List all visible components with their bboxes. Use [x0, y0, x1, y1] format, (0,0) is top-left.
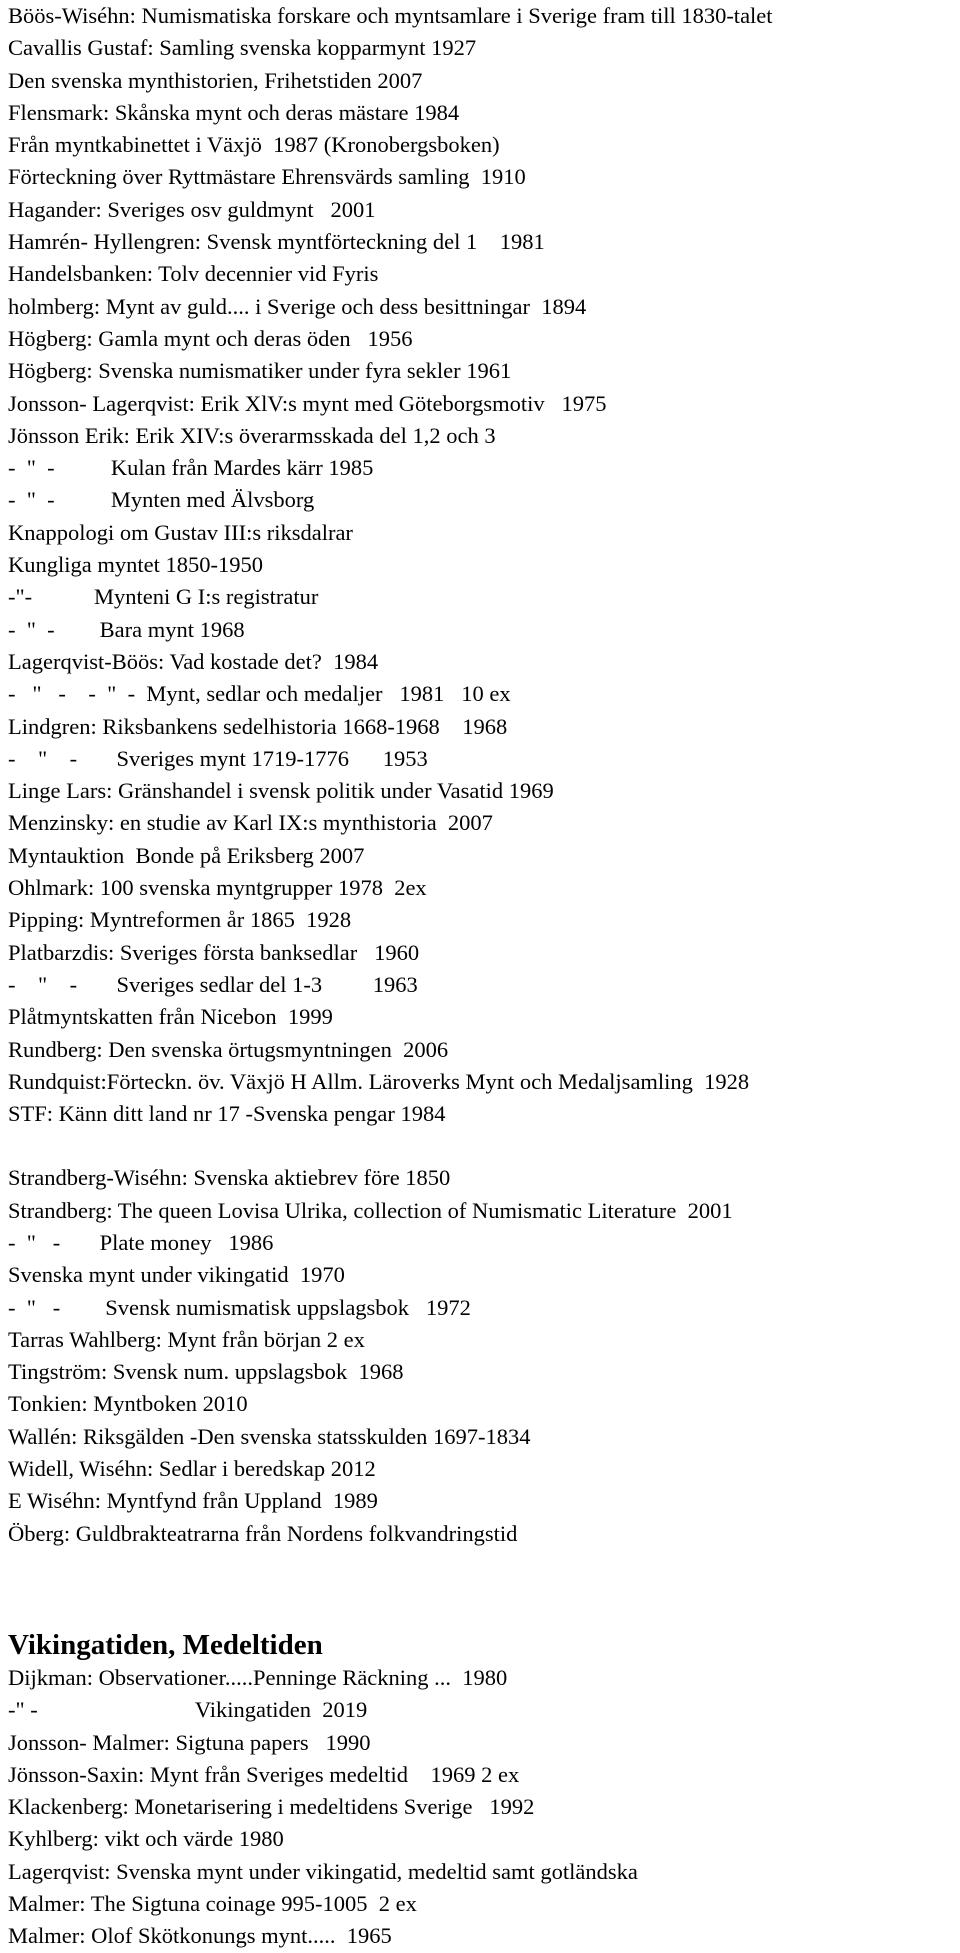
- book-entry: - " - Sveriges mynt 1719-1776 1953: [8, 745, 428, 771]
- book-entry: Malmer: The Sigtuna coinage 995-1005 2 ex: [8, 1891, 417, 1917]
- book-entry: Flensmark: Skånska mynt och deras mästare 1984: [8, 99, 460, 125]
- book-entry: holmberg: Mynt av guld.... i Sverige och dess besittningar 1894: [8, 293, 587, 319]
- book-entry: Tingström: Svensk num. uppslagsbok 1968: [8, 1359, 404, 1385]
- book-entry: Dijkman: Observationer.....Penninge Räckning ... 1980: [8, 1664, 508, 1690]
- book-entry: Högberg: Svenska numismatiker under fyra sekler 1961: [8, 358, 512, 384]
- book-entry: - " - Svensk numismatisk uppslagsbok 1972: [8, 1294, 471, 1320]
- book-entry: Böös-Wiséhn: Numismatiska forskare och myntsamlare i Sverige fram till 1830-talet: [8, 3, 773, 28]
- book-entry: Lagerqvist: Svenska mynt under vikingatid, medeltid samt gotländska: [8, 1858, 638, 1884]
- book-entry: Malmer: Olof Skötkonungs mynt..... 1965: [8, 1923, 392, 1949]
- book-entry: - " - Mynten med Älvsborg: [8, 487, 315, 513]
- book-entry: - " - Sveriges sedlar del 1-3 1963: [8, 971, 418, 997]
- book-entry: Plåtmyntskatten från Nicebon 1999: [8, 1004, 333, 1030]
- book-entry: E Wiséhn: Myntfynd från Uppland 1989: [8, 1488, 378, 1514]
- book-entry: Den svenska mynthistorien, Frihetstiden 2007: [8, 67, 423, 93]
- book-entry: Högberg: Gamla mynt och deras öden 1956: [8, 325, 413, 351]
- book-entry: Kungliga myntet 1850-1950: [8, 552, 263, 578]
- book-list: [8, 0, 956, 1130]
- book-entry: Lindgren: Riksbankens sedelhistoria 1668-1968 1968: [8, 713, 508, 739]
- book-entry: - " - Bara mynt 1968: [8, 616, 245, 642]
- book-entry: Tonkien: Myntboken 2010: [8, 1391, 248, 1417]
- book-entry: Widell, Wiséhn: Sedlar i beredskap 2012: [8, 1456, 376, 1482]
- section-book-list: [8, 1662, 956, 1953]
- book-entry: Jönsson-Saxin: Mynt från Sveriges medeltid 1969 2 ex: [8, 1761, 520, 1787]
- book-entry: Kyhlberg: vikt och värde 1980: [8, 1826, 284, 1852]
- book-entry: Tarras Wahlberg: Mynt från början 2 ex: [8, 1326, 365, 1352]
- book-entry: Från myntkabinettet i Växjö 1987 (Kronobergsboken): [8, 132, 500, 158]
- book-entry: Rundberg: Den svenska örtugsmyntningen 2006: [8, 1036, 449, 1062]
- book-entry: Rundquist:Förteckn. öv. Växjö H Allm. Läroverks Mynt och Medaljsamling 1928: [8, 1068, 750, 1094]
- blank-line: [8, 1550, 956, 1628]
- book-list: [8, 1162, 956, 1550]
- book-entry: -" - Vikingatiden 2019: [8, 1697, 368, 1723]
- document-page: [8, 0, 956, 1953]
- book-entry: Svenska mynt under vikingatid 1970: [8, 1262, 345, 1288]
- book-entry: Klackenberg: Monetarisering i medeltidens Sverige 1992: [8, 1794, 535, 1820]
- book-entry: Pipping: Myntreformen år 1865 1928: [8, 907, 352, 933]
- book-entry: Öberg: Guldbrakteatrarna från Nordens folkvandringstid: [8, 1520, 518, 1546]
- book-entry: Jonsson- Malmer: Sigtuna papers 1990: [8, 1729, 371, 1755]
- book-entry: -"- Mynteni G I:s registratur: [8, 584, 319, 610]
- book-entry: Hagander: Sveriges osv guldmynt 2001: [8, 196, 376, 222]
- book-entry: - " - Kulan från Mardes kärr 1985: [8, 455, 374, 481]
- book-entry: Jonsson- Lagerqvist: Erik XlV:s mynt med Göteborgsmotiv 1975: [8, 390, 607, 416]
- book-entry: Myntauktion Bonde på Eriksberg 2007: [8, 842, 365, 868]
- book-entry: Handelsbanken: Tolv decennier vid Fyris: [8, 261, 379, 287]
- book-entry: Ohlmark: 100 svenska myntgrupper 1978 2ex: [8, 875, 427, 901]
- book-entry: Cavallis Gustaf: Samling svenska kopparmynt 1927: [8, 35, 477, 61]
- book-entry: Wallén: Riksgälden -Den svenska statsskulden 1697-1834: [8, 1423, 531, 1449]
- book-entry: Strandberg: The queen Lovisa Ulrika, collection of Numismatic Literature 2001: [8, 1197, 733, 1223]
- book-entry: Jönsson Erik: Erik XIV:s överarmsskada del 1,2 och 3: [8, 422, 496, 448]
- book-entry: - " - - " - Mynt, sedlar och medaljer 1981 10 ex: [8, 681, 511, 707]
- book-entry: Hamrén- Hyllengren: Svensk myntförteckning del 1 1981: [8, 229, 545, 255]
- book-entry: Menzinsky: en studie av Karl IX:s mynthistoria 2007: [8, 810, 493, 836]
- blank-line: [8, 1130, 956, 1162]
- book-entry: Lagerqvist-Böös: Vad kostade det? 1984: [8, 648, 379, 674]
- book-entry: Knappologi om Gustav III:s riksdalrar: [8, 519, 353, 545]
- section-heading: Vikingatiden, Medeltiden: [8, 1628, 323, 1661]
- book-entry: Förteckning över Ryttmästare Ehrensvärds samling 1910: [8, 164, 526, 190]
- book-entry: - " - Plate money 1986: [8, 1229, 274, 1255]
- book-entry: Strandberg-Wiséhn: Svenska aktiebrev före 1850: [8, 1165, 451, 1191]
- book-entry: Linge Lars: Gränshandel i svensk politik under Vasatid 1969: [8, 778, 554, 804]
- book-entry: STF: Känn ditt land nr 17 -Svenska pengar 1984: [8, 1101, 446, 1127]
- book-entry: Platbarzdis: Sveriges första banksedlar 1960: [8, 939, 420, 965]
